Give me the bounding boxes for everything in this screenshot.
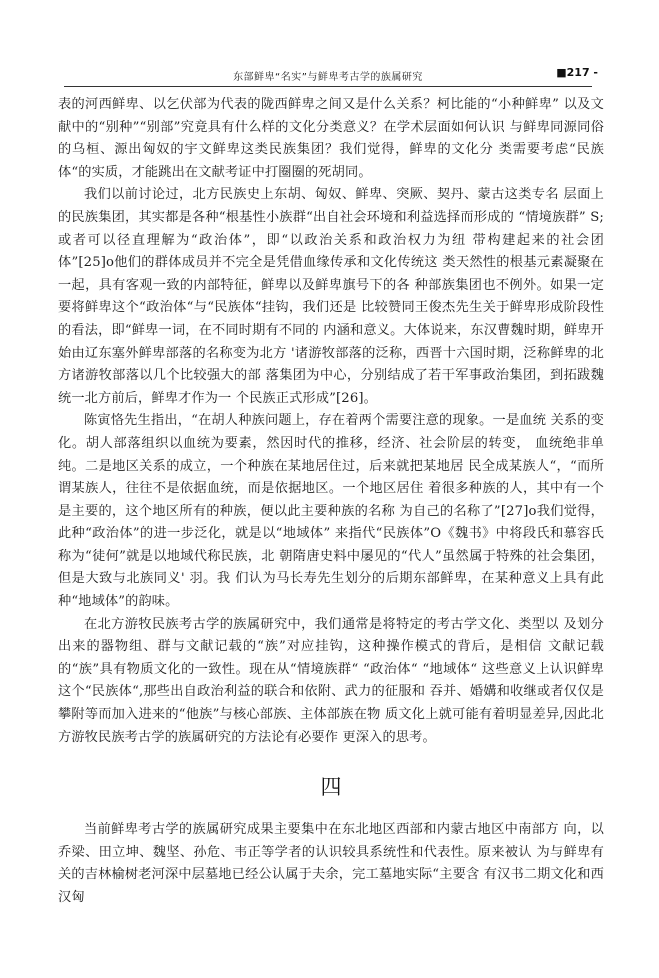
paragraph-current-research: 当前鲜卑考古学的族属研究成果主要集中在东北地区西部和内蒙古地区中南部方 向，以乔梁、田立坤、魏坚、孙危、韦正等学者的认识较具系统性和代表性。原来被认 为与鲜卑有关的吉林榆树老河深中层墓地已经公认属于夫余，完工墓地实际“主要含 有汉书二期文化和西汉匈 xyxy=(58,822,604,905)
paragraph-methodology: 在北方游牧民族考古学的族属研究中，我们通常是将特定的考古学文化、类型以 及划分出来的器物组、群与文献记载的“族”对应挂钩，这种操作模式的背后，是相信 文献记载的“族”具有物质文化的一致性。现在从“情境族群“ “政治体“ “地域体“ 这些意义上认识鲜卑这个“民族体“,那些出自政治利益的联合和依附、武力的征服和 吞并、婚媾和收继或者仅仅是攀附等而加入进来的“他族”与核心部族、主体部族在物 质文化上就可能有着明显差异,因此北方游牧民族考古学的族属研究的方法论有必要作 更深入的思考。 xyxy=(58,616,604,745)
body-text xyxy=(58,94,604,910)
paragraph-political-entity: 我们以前讨论过，北方民族史上东胡、匈奴、鲜卑、突厥、契丹、蒙古这类专名 层面上的民族集团，其实都是各种“根基性小族群“出自社会环境和利益选择而形成的 “情境族群” S;或者可以径直理解为“政治体”，即“以政治关系和政治权力为纽 带构建起来的社会团体”[25]o他们的群体成员并不完全是凭借血缘传承和文化传统这 类天然性的根基元素凝聚在一起，具有客观一致的内部特征，鲜卑以及鲜卑旗号下的各 种部族集团也不例外。如果一定要将鲜卑这个“政治体“与“民族体“挂钩，我们还是 比较赞同王俊杰先生关于鲜卑形成阶段性的看法，即“鲜卑一词，在不同时期有不同的 内涵和意义。大体说来，东汉曹魏时期，鲜卑开始由辽东塞外鲜卑部落的名称变为北方 '诸游牧部落的泛称，西晋十六国时期，泛称鲜卑的北方诸游牧部落以几个比较强大的部 落集团为中心，分别结成了若干军事政治集团，到拓跋魏统一北方前后，鲜卑才作为一 个民族正式形成”[26]。 xyxy=(58,187,604,406)
running-header xyxy=(64,66,598,87)
header-title: 东部鲜卑“名实”与鲜卑考古学的族属研究 xyxy=(233,72,423,83)
paragraph-chen-yinke: 陈寅恪先生指出，“在胡人种族问题上，存在着两个需要注意的现象。一是血统 关系的变化。胡人部落组织以血统为要素，然因时代的推移，经济、社会阶层的转变， 血统绝非单纯。二是地区关系的成立，一个种族在某地居住过，后来就把某地居 民全成某族人“，“而所谓某族人，往往不是依据血统，而是依据地区。一个地区居住 着很多种族的人，其中有一个是主要的，这个地区所有的种族，便以此主要种族的名称 为自己的名称了”[27]o我们觉得，此种“政治体”的进一步泛化，就是以“地域体” 来指代“民族体”O《魏书》中将段氏和慕容氏称为“徒何”就是以地域代称民族，北 朝隋唐史料中屡见的“代人”虽然属于特殊的社会集团，但是大致与北族同义' 羽。我 们认为马长寿先生划分的后期东部鲜卑，在某种意义上具有此种“地域体”的韵味。 xyxy=(58,413,604,610)
page-number: ■217 - xyxy=(556,66,598,79)
paragraph-continuation: 表的河西鲜卑、以乞伏部为代表的陇西鲜卑之间又是什么关系？柯比能的“小种鲜卑” 以及文献中的“别种”“别部”究竟具有什么样的文化分类意义？在学术层面如何认识 与鲜卑同源同俗的乌桓、源出匈奴的宇文鲜卑这类民族集团？我们觉得，鲜卑的文化分 类需要考虑“民族体“的实质，才能跳出在文献考证中打圈圈的死胡同。 xyxy=(58,97,604,180)
section-heading: 四 xyxy=(320,775,342,800)
